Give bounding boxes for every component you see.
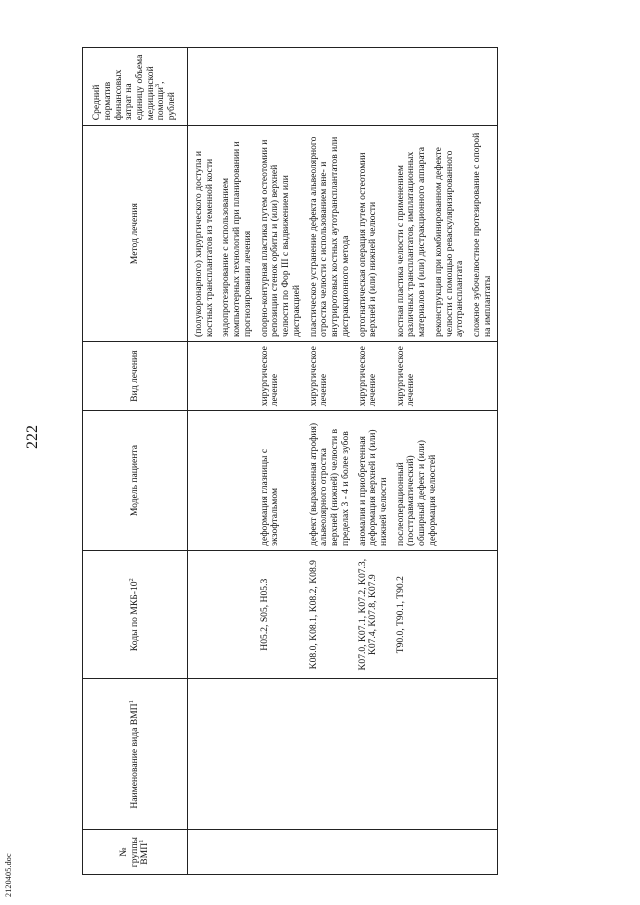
cell-group [188,830,257,875]
cell-icd [188,550,257,679]
cell-method [393,126,497,342]
cell-cost [355,48,393,126]
cell-method [257,126,306,342]
method-item: опорно-контурная пластика путем остеотомии и репозиции стенок орбиты и (или) верхней челюсти по Фор III с выдвижением или дистракцией [258,139,302,337]
cell-model: аномалия и приобретенная деформация верхней и (или) нижней челюсти [355,411,393,551]
cell-cost [188,48,257,126]
cell-icd: T90.0, T90.1, T90.2 [393,550,497,679]
cell-type: хирургическое лечение [355,341,393,410]
table-row [393,48,497,875]
cell-type: хирургическое лечение [393,341,497,410]
cell-type [188,341,257,410]
cell-type: хирургическое лечение [257,341,306,410]
cell-method [188,126,257,342]
header-icd: Коды по МКБ-$10^2$ [83,550,188,679]
page-number: 222 [24,425,41,449]
cell-group [355,830,393,875]
method-item: эндопротезирование с использованием компьютерных технологий при планировании и прогнозировании лечения [220,141,253,337]
header-row [83,48,188,875]
cell-cost [306,48,355,126]
cell-icd: K08.0, K08.1, K08.2, K08.9 [306,550,355,679]
method-item: сложное зубочелюстное протезирование с опорой на имплантаты [471,132,493,337]
cell-model: деформация глазницы с экзофтальмом [257,411,306,551]
footer-doc-code: 2120405.doc [4,853,13,897]
cell-group [257,830,306,875]
header-cost: Средний норматив финансовых затрат на единицу объема медицинской помощи$^3$, рублей [83,48,188,126]
header-type: Вид лечения [83,341,188,410]
cell-method [306,126,355,342]
table-row [306,48,355,875]
header-model: Модель пациента [83,411,188,551]
method-item: ортогнатическая операция путем остеотомии верхней и (или) нижней челюсти [356,152,379,337]
cell-icd: K07.0, K07.1, K07.2, K07.3, K07.4, K07.8, K07.9 [355,550,393,679]
cell-group [306,830,355,875]
header-method: Метод лечения [83,126,188,342]
cell-model: послеоперационный (посттравматический) обширный дефект и (или) деформация челюстей [393,411,497,551]
method-item: (полукоронарного) хирургического доступа и костных трансплантатов из теменной кости [193,150,215,337]
table-row [257,48,306,875]
cell-model [188,411,257,551]
cell-model: дефект (выраженная атрофия) альвеолярного отростка верхней (нижней) челюсти в пределах 3 - 4 и более зубов [306,411,355,551]
method-item: реконструкция при комбинированном дефекте челюсти с помощью реваскуляризированного аутотрансплантата [432,147,466,337]
table-row [188,48,257,875]
cell-method [355,126,393,342]
cell-name [306,679,355,830]
cell-icd: H05.2, S05, H05.3 [257,550,306,679]
cell-name [257,679,306,830]
cell-name [355,679,393,830]
cell-group [393,830,497,875]
cell-cost [393,48,497,126]
cell-type: хирургическое лечение [306,341,355,410]
cell-name [188,679,257,830]
header-group: № группы ВМП$^1$ [83,830,188,875]
header-name: Наименование вида ВМП$^1$ [83,679,188,830]
method-item: костная пластика челюсти с применением различных трансплантатов, имплатационных материалов и (или) дистракционного аппарата [394,146,428,337]
cell-name [393,679,497,830]
treatment-table [82,47,498,875]
method-item: пластическое устранение дефекта альвеолярного отростка челюсти с использованием вне- и внутриротовых костных аутотрансплантатов или дистракционного метода [307,136,351,337]
table-row [355,48,393,875]
cell-cost [257,48,306,126]
